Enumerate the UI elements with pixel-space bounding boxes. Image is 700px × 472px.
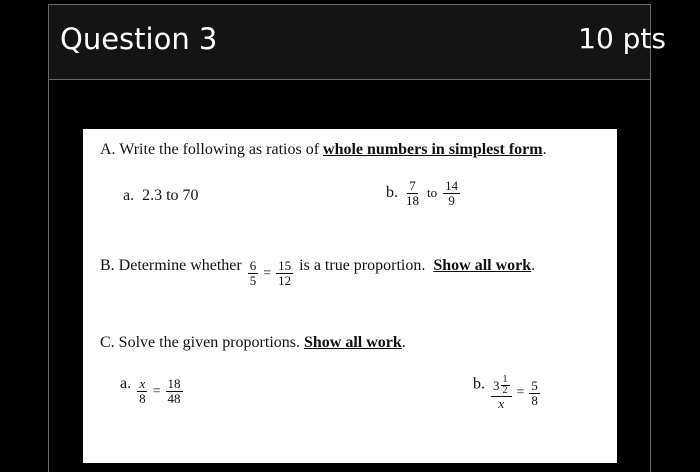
part-c-item-a: a. $\frac{x}{8}$ = $\frac{18}{48}$ <box>120 375 181 406</box>
fraction: $\frac{14}{9}$ <box>445 178 459 208</box>
fraction: $\frac{x}{8}$ <box>139 376 146 406</box>
fraction: $\frac{6}{5}$ <box>249 258 257 288</box>
part-c-item-b: b. 3 $\frac{1}{2}$ x = $\frac{5}{8}$ <box>473 374 538 411</box>
part-c-instruction: C. Solve the given proportions. Show all work. <box>100 334 406 351</box>
part-b-instruction: B. Determine whether $\frac{6}{5}$ = $\frac{15}{12}$ is a true proportion. Show all work. <box>100 257 536 288</box>
fraction: $\frac{15}{12}$ <box>278 258 292 288</box>
fraction: $\frac{18}{48}$ <box>167 376 181 406</box>
part-a-item-a: a. 2.3 to 70 <box>123 187 199 204</box>
worksheet-image <box>83 129 617 463</box>
fraction: 3 $\frac{1}{2}$ x <box>491 375 512 411</box>
question-points: 10 pts <box>578 22 666 55</box>
mixed-number: 3 $\frac{1}{2}$ <box>493 374 508 396</box>
fraction: $\frac{7}{18}$ <box>406 178 419 208</box>
part-a-item-b: b. $\frac{7}{18}$ to $\frac{14}{9}$ <box>386 178 459 208</box>
part-a-instruction: A. Write the following as ratios of whole numbers in simplest form. <box>100 141 547 158</box>
question-title: Question 3 <box>60 22 218 56</box>
fraction: $\frac{5}{8}$ <box>531 377 538 408</box>
